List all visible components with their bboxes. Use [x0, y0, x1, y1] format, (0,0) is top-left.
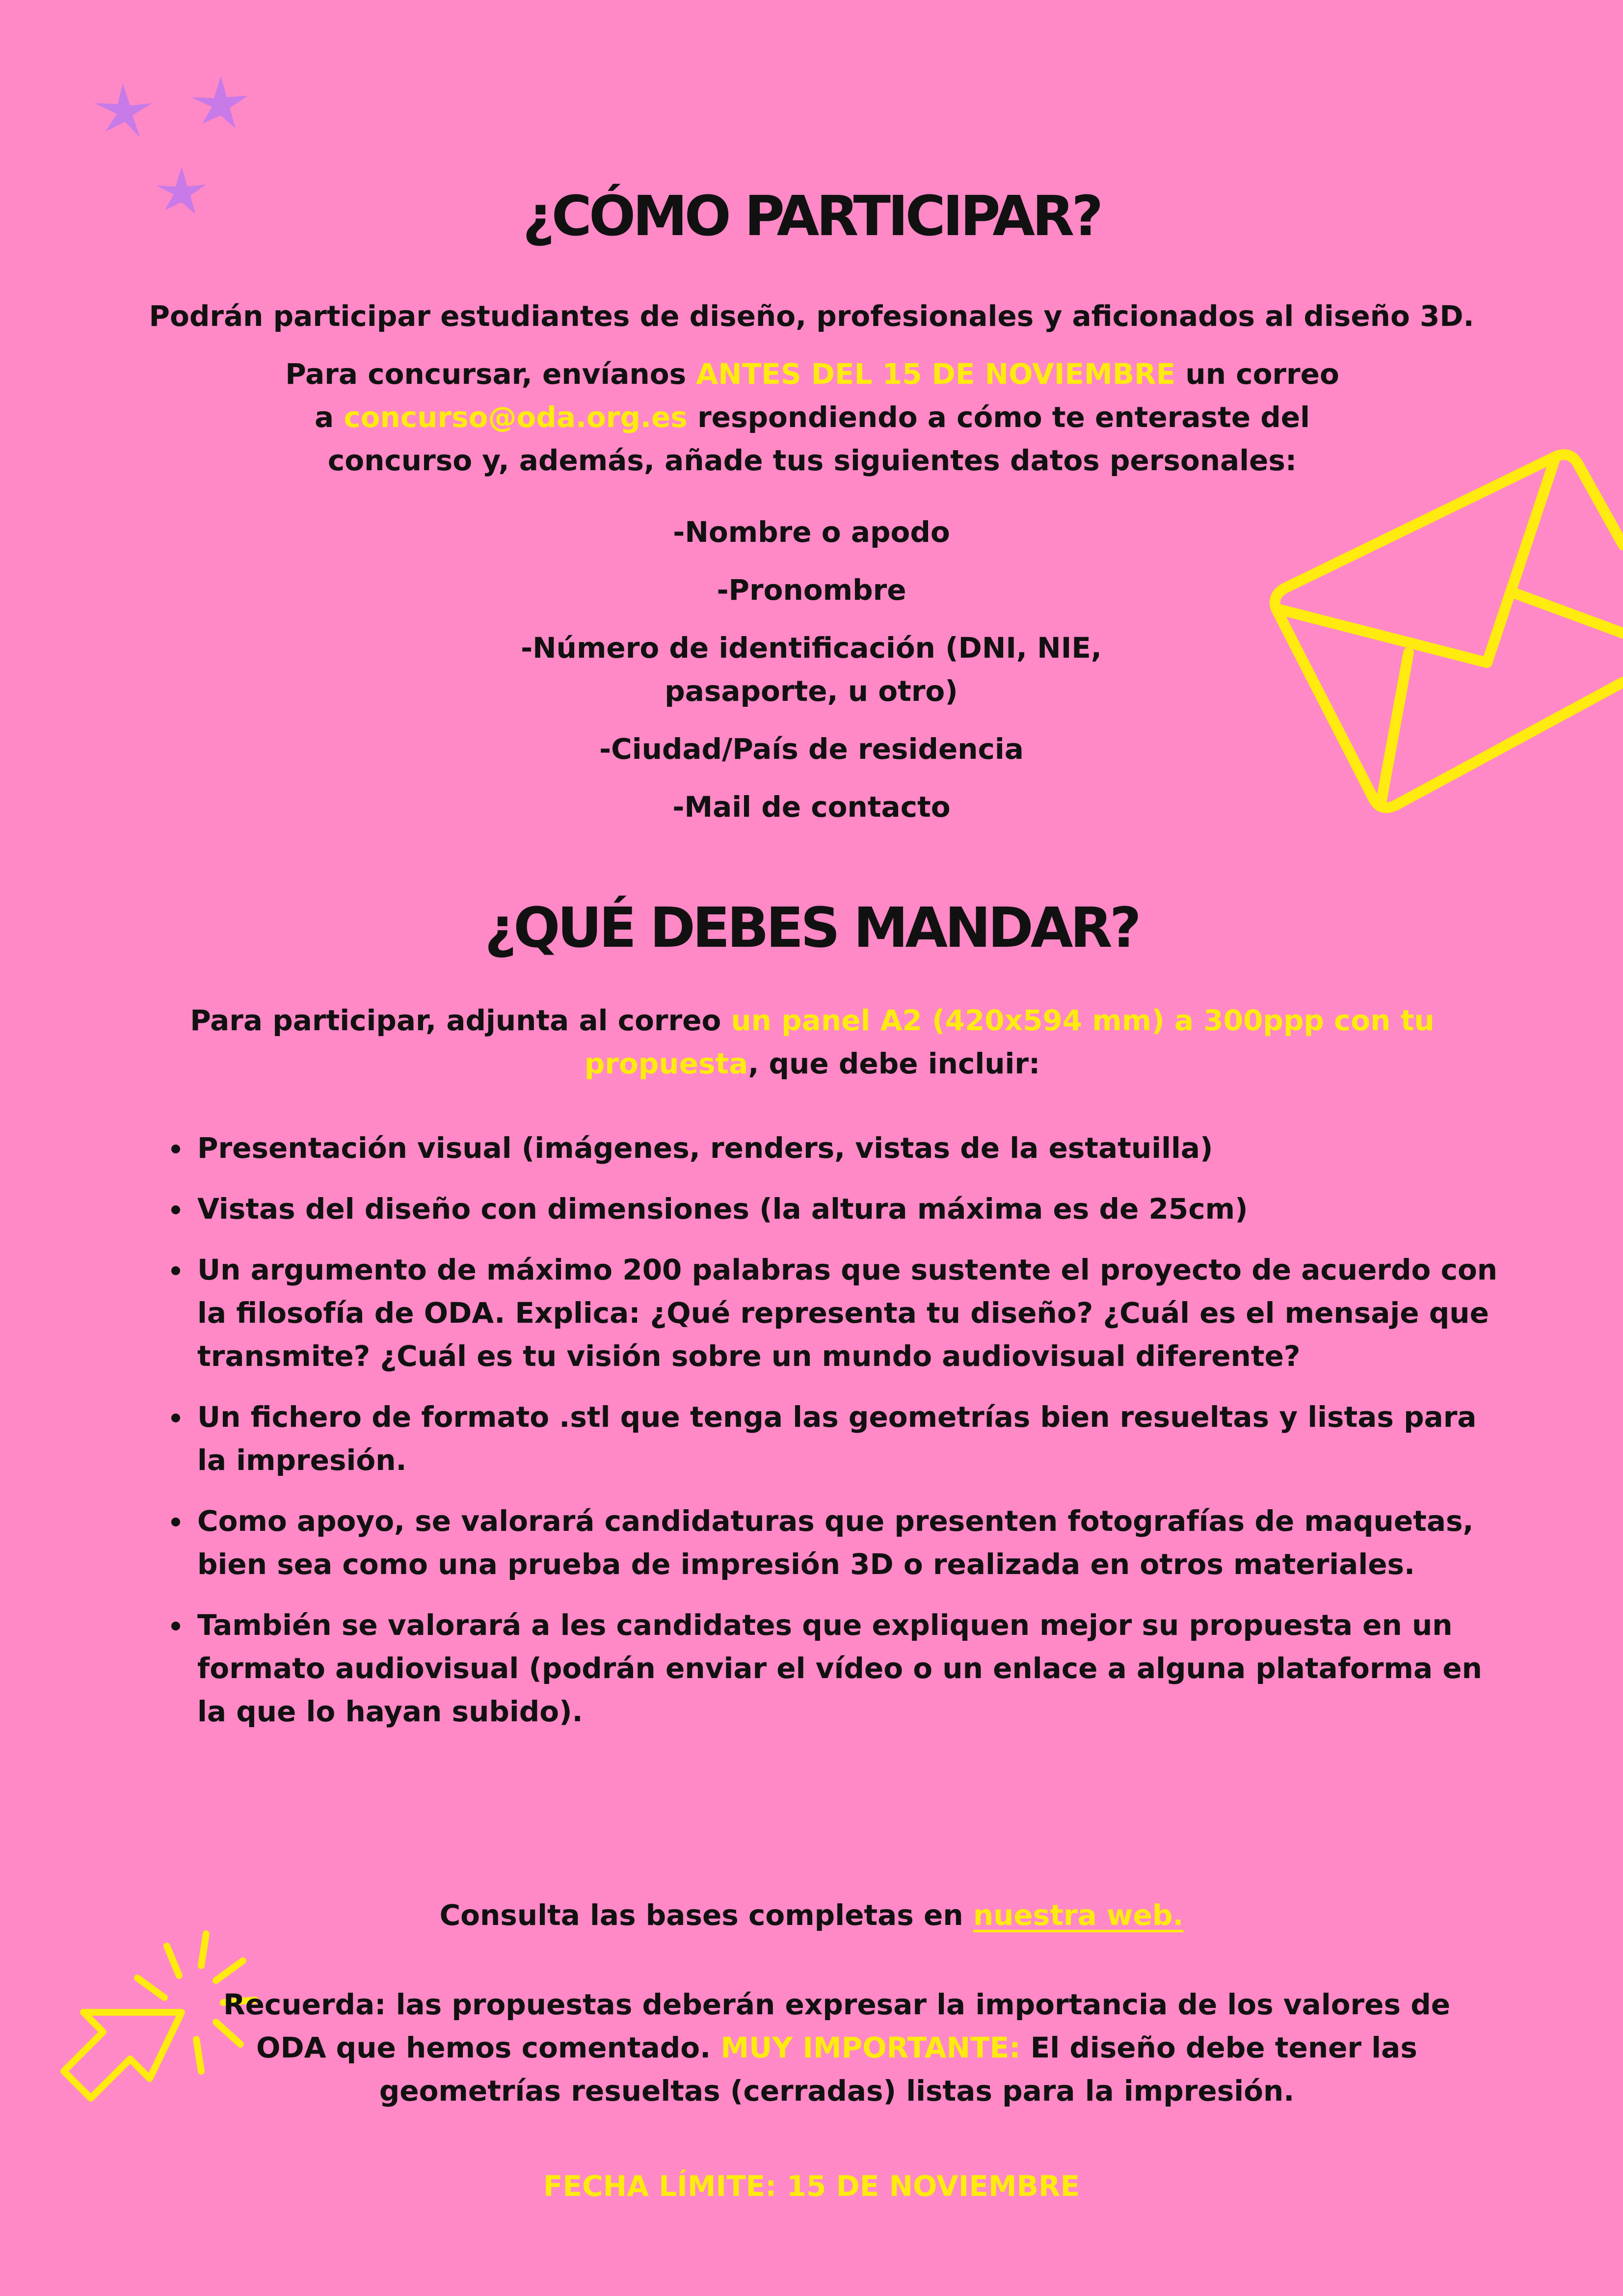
instructions-mid: un correo a — [314, 357, 1339, 434]
page-title: ¿CÓMO PARTICIPAR? — [522, 185, 1101, 248]
submission-lead: Para participar, adjunta al correo — [190, 1004, 731, 1037]
list-item: • Vistas del diseño con dimensiones (la altura máxima es de 25cm) — [192, 1187, 1508, 1230]
list-item: • Como apoyo, se valorará candidaturas que presenten fotografías de maquetas, bien sea como una prueba de impresión 3D o realizada en otros materiales. — [192, 1499, 1508, 1586]
list-item: • Presentación visual (imágenes, renders, vistas de la estatuilla) — [192, 1126, 1508, 1170]
contest-email-link[interactable]: concurso@oda.org.es — [344, 400, 688, 434]
reminder-lead: Recuerda: las propuestas deberán expresar la importancia de los valores de ODA que hemos comentado. — [223, 1988, 1451, 2064]
instructions-lead: Para concursar, envíanos — [285, 357, 696, 391]
submission-tail: , que debe incluir: — [748, 1047, 1040, 1080]
field-name: -Nombre o apodo — [673, 515, 950, 549]
instructions-tail: respondiendo a cómo te enteraste del concurso y, además, añade tus siguientes datos personales: — [327, 400, 1310, 477]
panel-highlight: un panel A2 (420x594 mm) a 300ppp con tu propuesta — [584, 1004, 1435, 1080]
personal-data-list — [0, 510, 1623, 843]
deadline-highlight: ANTES DEL 15 DE NOVIEMBRE — [696, 357, 1176, 391]
list-item: • Un fichero de formato .stl que tenga las geometrías bien resueltas y listas para la impresión. — [192, 1395, 1508, 1482]
field-residence: -Ciudad/País de residencia — [599, 732, 1024, 766]
list-item: • Un argumento de máximo 200 palabras que sustente el proyecto de acuerdo con la filosofía de ODA. Explica: ¿Qué representa tu diseño? ¿Cuál es el mensaje que transmite? ¿Cuál es tu visión sobre un mundo audiovisual diferente? — [192, 1248, 1508, 1378]
reminder-text — [206, 1983, 1467, 2112]
submission-instructions — [177, 999, 1448, 1085]
field-id-number: -Número de identificación (DNI, NIE, pasaporte, u otro) — [521, 631, 1102, 708]
participation-instructions — [275, 352, 1350, 482]
reminder-tail: El diseño debe tener las geometrías resueltas (cerradas) listas para la impresión. — [379, 2031, 1417, 2108]
website-link[interactable]: nuestra web. — [973, 1898, 1184, 1932]
rules-reference — [0, 1894, 1623, 1937]
list-item: • También se valorará a les candidates que expliquen mejor su propuesta en un formato audiovisual (podrán enviar el vídeo o un enlace a alguna plataforma en la que lo hayan subido). — [192, 1603, 1508, 1733]
field-contact-mail: -Mail de contacto — [672, 790, 951, 824]
eligibility-text: Podrán participar estudiantes de diseño, profesionales y aficionados al diseño 3D. — [149, 299, 1474, 333]
field-pronoun: -Pronombre — [717, 573, 906, 607]
important-highlight: MUY IMPORTANTE: — [720, 2031, 1021, 2064]
deadline-banner: FECHA LÍMITE: 15 DE NOVIEMBRE — [543, 2169, 1080, 2203]
requirements-list — [162, 1126, 1508, 1751]
section-title-submission: ¿QUÉ DEBES MANDAR? — [484, 896, 1139, 960]
rules-lead: Consulta las bases completas en — [439, 1898, 973, 1932]
